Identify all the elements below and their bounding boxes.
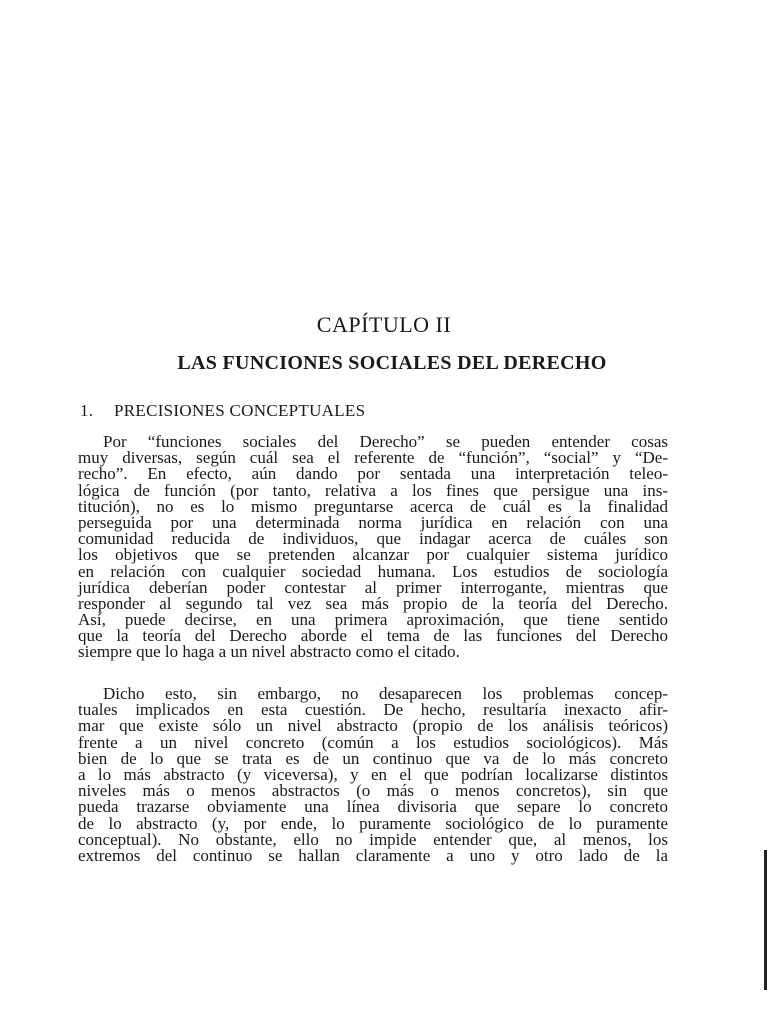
text-line: frente a un nivel concreto (común a los estudios sociológicos). Más (78, 732, 668, 752)
text-line: niveles más o menos abstractos (o más o menos concretos), sin que (78, 781, 668, 801)
chapter-title: LAS FUNCIONES SOCIALES DEL DERECHO (177, 352, 607, 374)
text-line: mar que existe sólo un nivel abstracto (propio de los análisis teóricos) (78, 716, 668, 736)
text-line: titución), no es lo mismo preguntarse acerca de cuál es la finalidad (78, 496, 668, 516)
section-heading (80, 401, 365, 421)
text-line: jurídica deberían poder contestar al primer interrogante, mientras que (78, 577, 668, 597)
text-line: muy diversas, según cuál sea el referente de “función”, “social” y “De- (78, 448, 668, 468)
text-line: pueda trazarse obviamente una línea divisoria que separe lo concreto (78, 797, 668, 817)
text-line: conceptual). No obstante, ello no impide entender que, al menos, los (78, 829, 668, 849)
text-line: Por “funciones sociales del Derecho” se pueden entender cosas (103, 432, 668, 451)
text-line: de lo abstracto (y, por ende, lo puramente sociológico de lo puramente (78, 813, 668, 833)
text-line: en relación con cualquier sociedad humana. Los estudios de sociología (78, 561, 668, 581)
chapter-label: CAPÍTULO II (316, 312, 452, 337)
text-line: recho”. En efecto, aún dando por sentada una interpretación teleo- (78, 464, 668, 484)
text-line: bien de lo que se trata es de un continuo que va de lo más concreto (78, 748, 668, 768)
text-line: a lo más abstracto (y viceversa), y en el que podrían localizarse distintos (78, 764, 668, 784)
section-number: 1. (80, 401, 94, 420)
text-line: responder al segundo tal vez sea más propio de la teoría del Derecho. (78, 593, 668, 613)
text-line: Así, puede decirse, en una primera aproximación, que tiene sentido (78, 610, 668, 630)
section-title: PRECISIONES CONCEPTUALES (114, 401, 366, 420)
text-line: los objetivos que se pretenden alcanzar por cualquier sistema jurídico (78, 545, 668, 565)
text-line: que la teoría del Derecho aborde el tema de las funciones del Derecho (78, 626, 668, 646)
scan-edge-mark (764, 850, 767, 990)
text-line: siempre que lo haga a un nivel abstracto como el citado. (78, 642, 460, 662)
text-line: perseguida por una determinada norma jurídica en relación con una (78, 512, 668, 532)
text-line: comunidad reducida de individuos, que indagar acerca de cuáles son (78, 529, 668, 549)
text-line: extremos del continuo se hallan claramente a uno y otro lado de la (78, 845, 668, 865)
text-line: Dicho esto, sin embargo, no desaparecen los problemas concep- (103, 684, 668, 703)
text-line: tuales implicados en esta cuestión. De hecho, resultaría inexacto afir- (78, 700, 668, 720)
text-line: lógica de función (por tanto, relativa a los fines que persigue una ins- (78, 480, 668, 500)
paragraph-1 (78, 434, 668, 661)
paragraph-2 (78, 686, 668, 864)
